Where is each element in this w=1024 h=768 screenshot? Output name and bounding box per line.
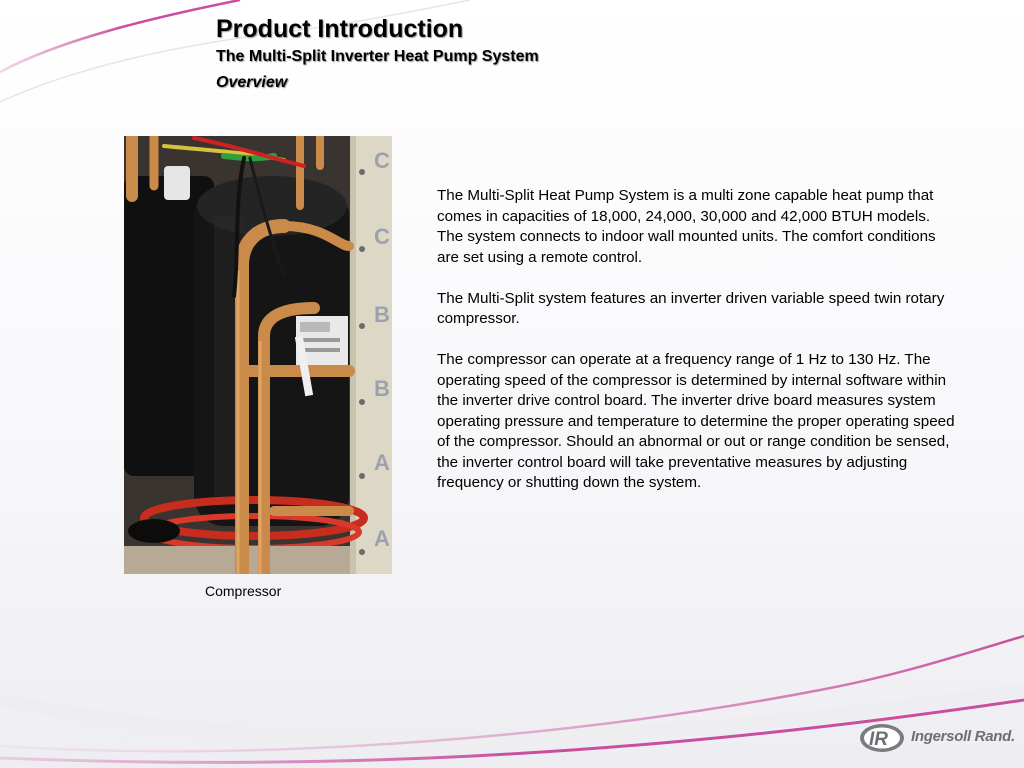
panel-letter-4: B	[374, 376, 390, 401]
panel-letter-2: C	[374, 224, 390, 249]
body-paragraph-2: The Multi-Split system features an inverter driven variable speed twin rotary compressor.	[437, 289, 945, 327]
slide-title: Product Introduction	[216, 15, 464, 43]
body-paragraph-3: The compressor can operate at a frequency range of 1 Hz to 130 Hz. The operating speed of the compressor is determined by internal software within the inverter drive control board. The inverter drive board measures system operating pressure and temperature to determine the proper operating speed of the compressor. Should an abnormal or out or range condition be sensed, the inverter control board will take preventative measures by adjusting frequency or shutting down the system.	[437, 351, 955, 491]
panel-letter-1: C	[374, 148, 390, 173]
section-heading: Overview	[216, 74, 288, 91]
logo-mark: IR	[869, 729, 888, 750]
compressor-photo	[124, 136, 392, 574]
body-text	[437, 186, 959, 514]
logo-text: Ingersoll Rand.	[911, 728, 1015, 745]
body-paragraph-1: The Multi-Split Heat Pump System is a multi zone capable heat pump that comes in capacities of 18,000, 24,000, 30,000 and 42,000 BTUH models. The system connects to indoor wall mounted units. The comfort conditions are set using a remote control.	[437, 187, 936, 266]
panel-letter-5: A	[374, 450, 390, 475]
title-block	[216, 14, 539, 96]
panel-letter-6: A	[374, 526, 390, 551]
photo-caption: Compressor	[205, 583, 282, 599]
slide-subtitle: The Multi-Split Inverter Heat Pump System	[216, 48, 539, 65]
panel-letter-3: B	[374, 302, 390, 327]
